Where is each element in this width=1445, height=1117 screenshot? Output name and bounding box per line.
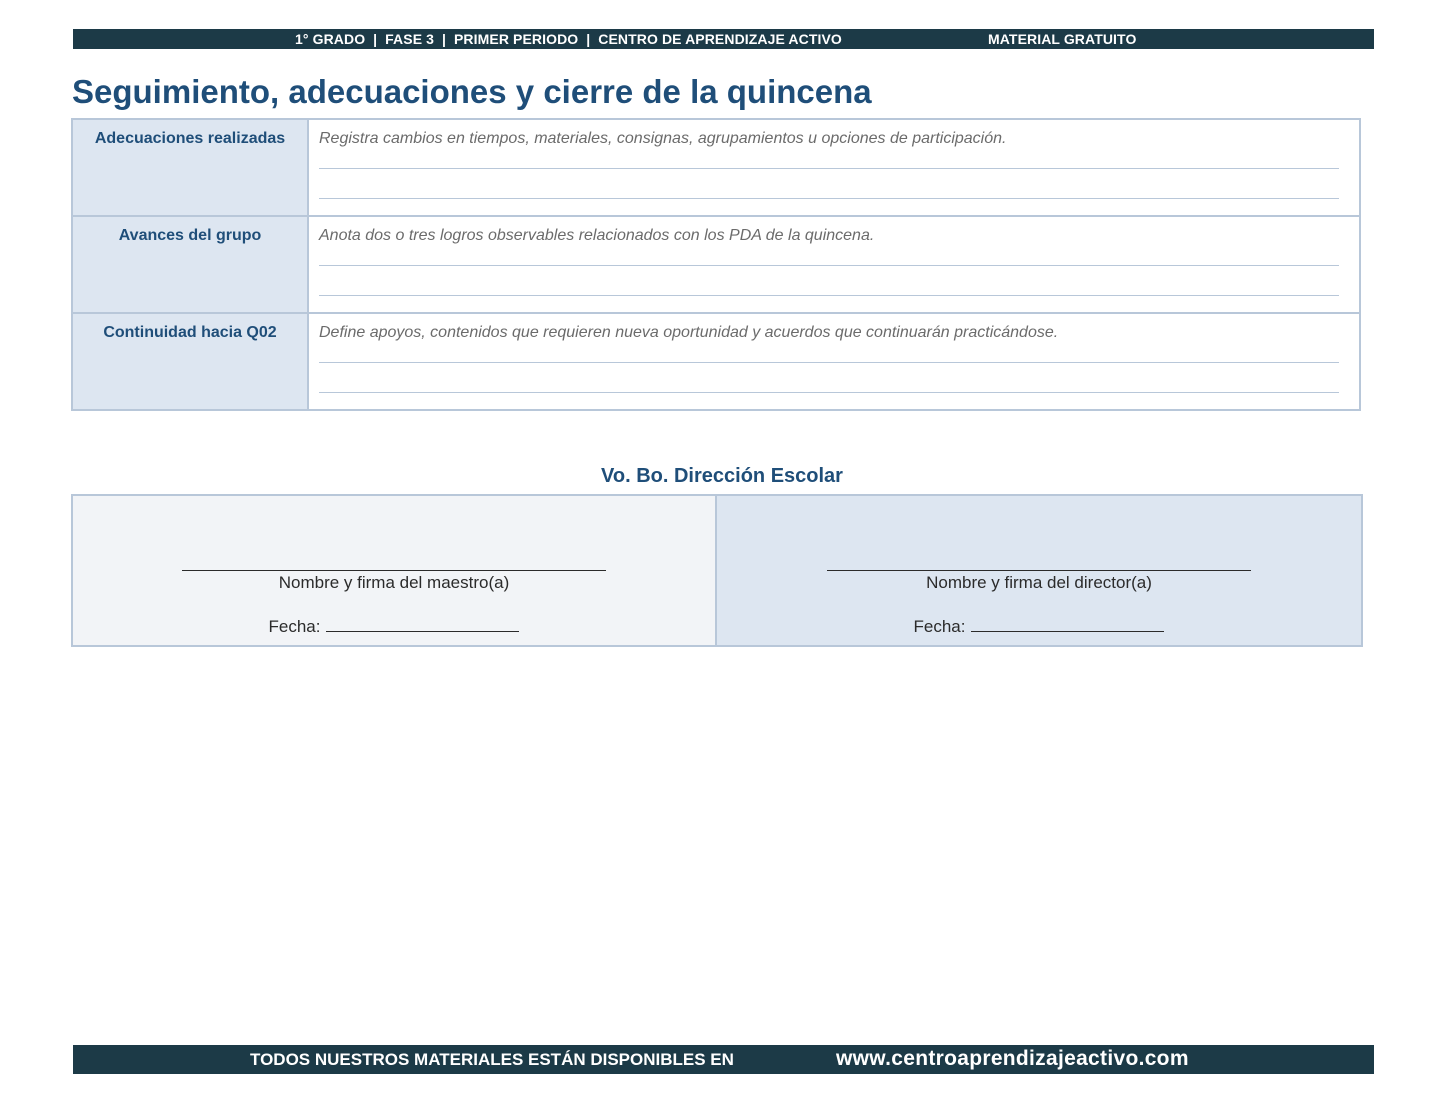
- table-row: [72, 216, 1360, 313]
- director-date-row: [717, 617, 1361, 637]
- director-signature-box[interactable]: [715, 494, 1363, 647]
- continuidad-field[interactable]: [308, 313, 1360, 410]
- header-badge: MATERIAL GRATUITO: [988, 31, 1137, 47]
- tracking-table: [71, 118, 1361, 411]
- avances-field[interactable]: [308, 216, 1360, 313]
- director-date-field[interactable]: [971, 617, 1164, 632]
- row-hint: Anota dos o tres logros observables relacionados con los PDA de la quincena.: [319, 227, 875, 244]
- row-label: Continuidad hacia Q02: [72, 313, 308, 410]
- table-row: [72, 119, 1360, 216]
- footer-text: TODOS NUESTROS MATERIALES ESTÁN DISPONIBLES EN: [250, 1050, 734, 1069]
- table-row: [72, 313, 1360, 410]
- signature-line: [827, 570, 1251, 571]
- date-label: Fecha:: [913, 617, 966, 636]
- teacher-signature-box[interactable]: [71, 494, 717, 647]
- writing-line: [319, 168, 1339, 169]
- row-label: Avances del grupo: [72, 216, 308, 313]
- director-caption: Nombre y firma del director(a): [926, 573, 1152, 592]
- footer-bar: [73, 1045, 1374, 1074]
- teacher-date-row: [73, 617, 715, 637]
- header-bar: [73, 29, 1374, 49]
- adecuaciones-field[interactable]: [308, 119, 1360, 216]
- footer-url[interactable]: www.centroaprendizajeactivo.com: [836, 1047, 1189, 1070]
- approval-title: Vo. Bo. Dirección Escolar: [601, 465, 843, 487]
- writing-line: [319, 295, 1339, 296]
- row-hint: Registra cambios en tiempos, materiales, consignas, agrupamientos u opciones de participación.: [319, 130, 1007, 147]
- signature-line: [182, 570, 606, 571]
- writing-line: [319, 392, 1339, 393]
- page-title: Seguimiento, adecuaciones y cierre de la quincena: [72, 73, 872, 110]
- date-label: Fecha:: [268, 617, 321, 636]
- writing-line: [319, 362, 1339, 363]
- teacher-caption: Nombre y firma del maestro(a): [278, 573, 510, 592]
- writing-line: [319, 198, 1339, 199]
- row-label: Adecuaciones realizadas: [72, 119, 308, 216]
- teacher-date-field[interactable]: [326, 617, 519, 632]
- row-hint: Define apoyos, contenidos que requieren nueva oportunidad y acuerdos que continuarán practicándose.: [319, 324, 1059, 341]
- writing-line: [319, 265, 1339, 266]
- header-info: 1° GRADO | FASE 3 | PRIMER PERIODO | CENTRO DE APRENDIZAJE ACTIVO: [295, 31, 842, 47]
